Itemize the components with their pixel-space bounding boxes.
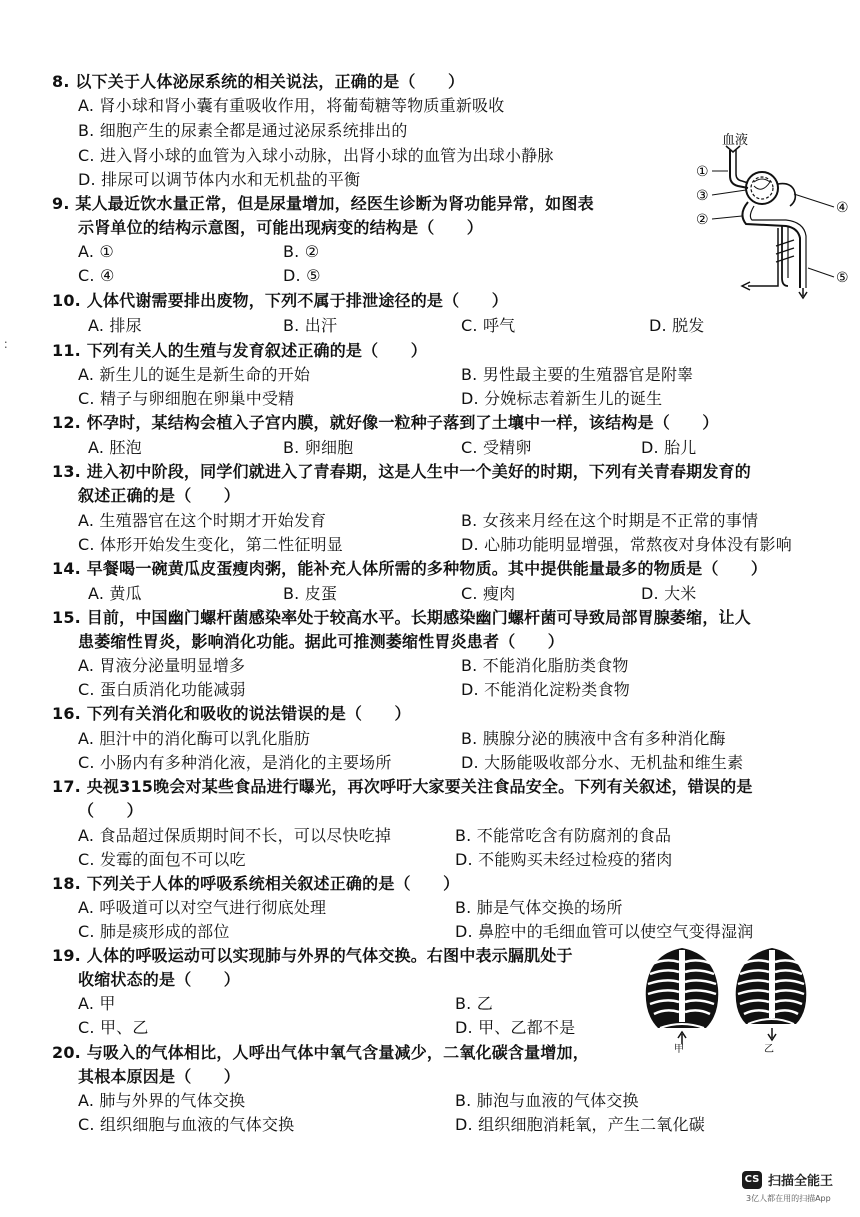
question-10-option-c: C. 呼气 xyxy=(461,316,516,335)
question-10-option-d: D. 脱发 xyxy=(649,316,705,335)
question-13-option-c: C. 体形开始发生变化，第二性征明显 xyxy=(78,535,343,554)
question-14-option-a: A. 黄瓜 xyxy=(88,584,142,603)
question-8-option-d: D. 排尿可以调节体内水和无机盐的平衡 xyxy=(78,170,361,189)
question-10-option-a: A. 排尿 xyxy=(88,316,142,335)
question-19-stem-line2: 收缩状态的是（ ） xyxy=(78,970,241,989)
question-18-option-d: D. 鼻腔中的毛细血管可以使空气变得湿润 xyxy=(455,922,754,941)
question-9-stem-line2: 示肾单位的结构示意图，可能出现病变的结构是（ ） xyxy=(78,218,484,237)
camscanner-brand: 扫描全能王 xyxy=(768,1174,834,1189)
question-12-option-d: D. 胎儿 xyxy=(641,438,697,457)
question-15-option-c: C. 蛋白质消化功能减弱 xyxy=(78,680,246,699)
question-18-option-a: A. 呼吸道可以对空气进行彻底处理 xyxy=(78,898,327,917)
question-16-option-d: D. 大肠能吸收部分水、无机盐和维生素 xyxy=(461,753,744,772)
question-8-option-b: B. 细胞产生的尿素全都是通过泌尿系统排出的 xyxy=(78,121,408,140)
nephron-title: 血液 xyxy=(722,133,749,148)
question-14-option-b: B. 皮蛋 xyxy=(283,584,338,603)
question-19-option-d: D. 甲、乙都不是 xyxy=(455,1018,576,1037)
question-18-stem: 18. 下列关于人体的呼吸系统相关叙述正确的是（ ） xyxy=(52,874,460,893)
question-13-option-b: B. 女孩来月经在这个时期是不正常的事情 xyxy=(461,511,759,530)
camscanner-watermark xyxy=(742,1170,833,1189)
question-13-stem-line2: 叙述正确的是（ ） xyxy=(78,486,241,505)
question-17-stem-line1: 17. 央视315晚会对某些食品进行曝光，再次呼吁大家要关注食品安全。下列有关叙述，错误的是 xyxy=(52,777,753,796)
question-20-option-d: D. 组织细胞消耗氧，产生二氧化碳 xyxy=(455,1115,705,1134)
question-11-option-a: A. 新生儿的诞生是新生命的开始 xyxy=(78,365,311,384)
rib-cage-jia xyxy=(646,948,719,1044)
question-17-option-b: B. 不能常吃含有防腐剂的食品 xyxy=(455,826,672,845)
nephron-label-4: ④ xyxy=(836,200,849,216)
question-9-option-b: B. ② xyxy=(283,242,320,261)
question-8-stem: 8. 以下关于人体泌尿系统的相关说法，正确的是（ ） xyxy=(52,72,465,91)
question-20-stem-line2: 其根本原因是（ ） xyxy=(78,1067,241,1086)
edge-mark: ： xyxy=(3,337,16,351)
rib-cage-label-yi: 乙 xyxy=(764,1044,774,1055)
question-20-option-a: A. 肺与外界的气体交换 xyxy=(78,1091,246,1110)
question-16-option-a: A. 胆汁中的消化酶可以乳化脂肪 xyxy=(78,729,311,748)
question-10-option-b: B. 出汗 xyxy=(283,316,338,335)
question-15-option-d: D. 不能消化淀粉类食物 xyxy=(461,680,630,699)
question-15-stem-line1: 15. 目前，中国幽门螺杆菌感染率处于较高水平。长期感染幽门螺杆菌可导致局部胃腺萎缩，让人 xyxy=(52,608,751,627)
question-17-stem-line2: （ ） xyxy=(78,801,143,820)
question-19-option-b: B. 乙 xyxy=(455,994,493,1013)
nephron-label-5: ⑤ xyxy=(836,270,849,286)
question-9-option-d: D. ⑤ xyxy=(283,266,321,285)
question-9-option-c: C. ④ xyxy=(78,266,115,285)
question-16-option-c: C. 小肠内有多种消化液，是消化的主要场所 xyxy=(78,753,392,772)
question-13-option-d: D. 心肺功能明显增强，常熬夜对身体没有影响 xyxy=(461,535,792,554)
rib-cage-diagram xyxy=(636,944,832,1056)
rib-cage-label-jia: 甲 xyxy=(674,1044,684,1055)
camscanner-tagline: 3亿人都在用的扫描App xyxy=(746,1194,831,1203)
question-16-stem: 16. 下列有关消化和吸收的说法错误的是（ ） xyxy=(52,704,411,723)
question-8-option-c: C. 进入肾小球的血管为入球小动脉，出肾小球的血管为出球小静脉 xyxy=(78,146,554,165)
question-19-option-c: C. 甲、乙 xyxy=(78,1018,149,1037)
rib-cage-yi xyxy=(736,948,807,1040)
question-11-stem: 11. 下列有关人的生殖与发育叙述正确的是（ ） xyxy=(52,341,427,360)
question-15-option-a: A. 胃液分泌量明显增多 xyxy=(78,656,246,675)
question-18-option-b: B. 肺是气体交换的场所 xyxy=(455,898,623,917)
question-11-option-c: C. 精子与卵细胞在卵巢中受精 xyxy=(78,389,295,408)
question-19-option-a: A. 甲 xyxy=(78,994,116,1013)
question-16-option-b: B. 胰腺分泌的胰液中含有多种消化酶 xyxy=(461,729,726,748)
question-10-stem: 10. 人体代谢需要排出废物，下列不属于排泄途径的是（ ） xyxy=(52,291,508,310)
question-18-option-c: C. 肺是痰形成的部位 xyxy=(78,922,230,941)
camscanner-logo-icon: CS xyxy=(742,1171,762,1189)
question-20-option-c: C. 组织细胞与血液的气体交换 xyxy=(78,1115,295,1134)
question-14-option-c: C. 瘦肉 xyxy=(461,584,516,603)
nephron-label-1: ① xyxy=(696,164,709,180)
question-11-option-d: D. 分娩标志着新生儿的诞生 xyxy=(461,389,663,408)
question-15-stem-line2: 患萎缩性胃炎，影响消化功能。据此可推测萎缩性胃炎患者（ ） xyxy=(78,632,565,651)
question-12-option-a: A. 胚泡 xyxy=(88,438,142,457)
question-12-option-b: B. 卵细胞 xyxy=(283,438,354,457)
question-11-option-b: B. 男性最主要的生殖器官是附睾 xyxy=(461,365,694,384)
question-12-option-c: C. 受精卵 xyxy=(461,438,532,457)
question-9-option-a: A. ① xyxy=(78,242,114,261)
question-12-stem: 12. 怀孕时，某结构会植入子宫内膜，就好像一粒种子落到了土壤中一样，该结构是（ ） xyxy=(52,413,719,432)
nephron-label-2: ② xyxy=(696,212,709,228)
question-13-stem-line1: 13. 进入初中阶段，同学们就进入了青春期，这是人生中一个美好的时期，下列有关青春期发育的 xyxy=(52,462,751,481)
question-17-option-a: A. 食品超过保质期时间不长，可以尽快吃掉 xyxy=(78,826,392,845)
question-8-option-a: A. 肾小球和肾小囊有重吸收作用，将葡萄糖等物质重新吸收 xyxy=(78,96,505,115)
question-14-option-d: D. 大米 xyxy=(641,584,697,603)
question-13-option-a: A. 生殖器官在这个时期才开始发育 xyxy=(78,511,327,530)
question-17-option-d: D. 不能购买未经过检疫的猪肉 xyxy=(455,850,673,869)
nephron-label-3: ③ xyxy=(696,188,709,204)
question-9-stem-line1: 9. 某人最近饮水量正常，但是尿量增加，经医生诊断为肾功能异常，如图表 xyxy=(52,194,594,213)
question-15-option-b: B. 不能消化脂肪类食物 xyxy=(461,656,629,675)
question-17-option-c: C. 发霉的面包不可以吃 xyxy=(78,850,246,869)
question-19-stem-line1: 19. 人体的呼吸运动可以实现肺与外界的气体交换。右图中表示膈肌处于 xyxy=(52,946,573,965)
question-20-stem-line1: 20. 与吸入的气体相比，人呼出气体中氧气含量减少，二氧化碳含量增加， xyxy=(52,1043,589,1062)
question-14-stem: 14. 早餐喝一碗黄瓜皮蛋瘦肉粥，能补充人体所需的多种物质。其中提供能量最多的物质是（ ） xyxy=(52,559,768,578)
question-20-option-b: B. 肺泡与血液的气体交换 xyxy=(455,1091,639,1110)
nephron-diagram xyxy=(690,128,860,300)
